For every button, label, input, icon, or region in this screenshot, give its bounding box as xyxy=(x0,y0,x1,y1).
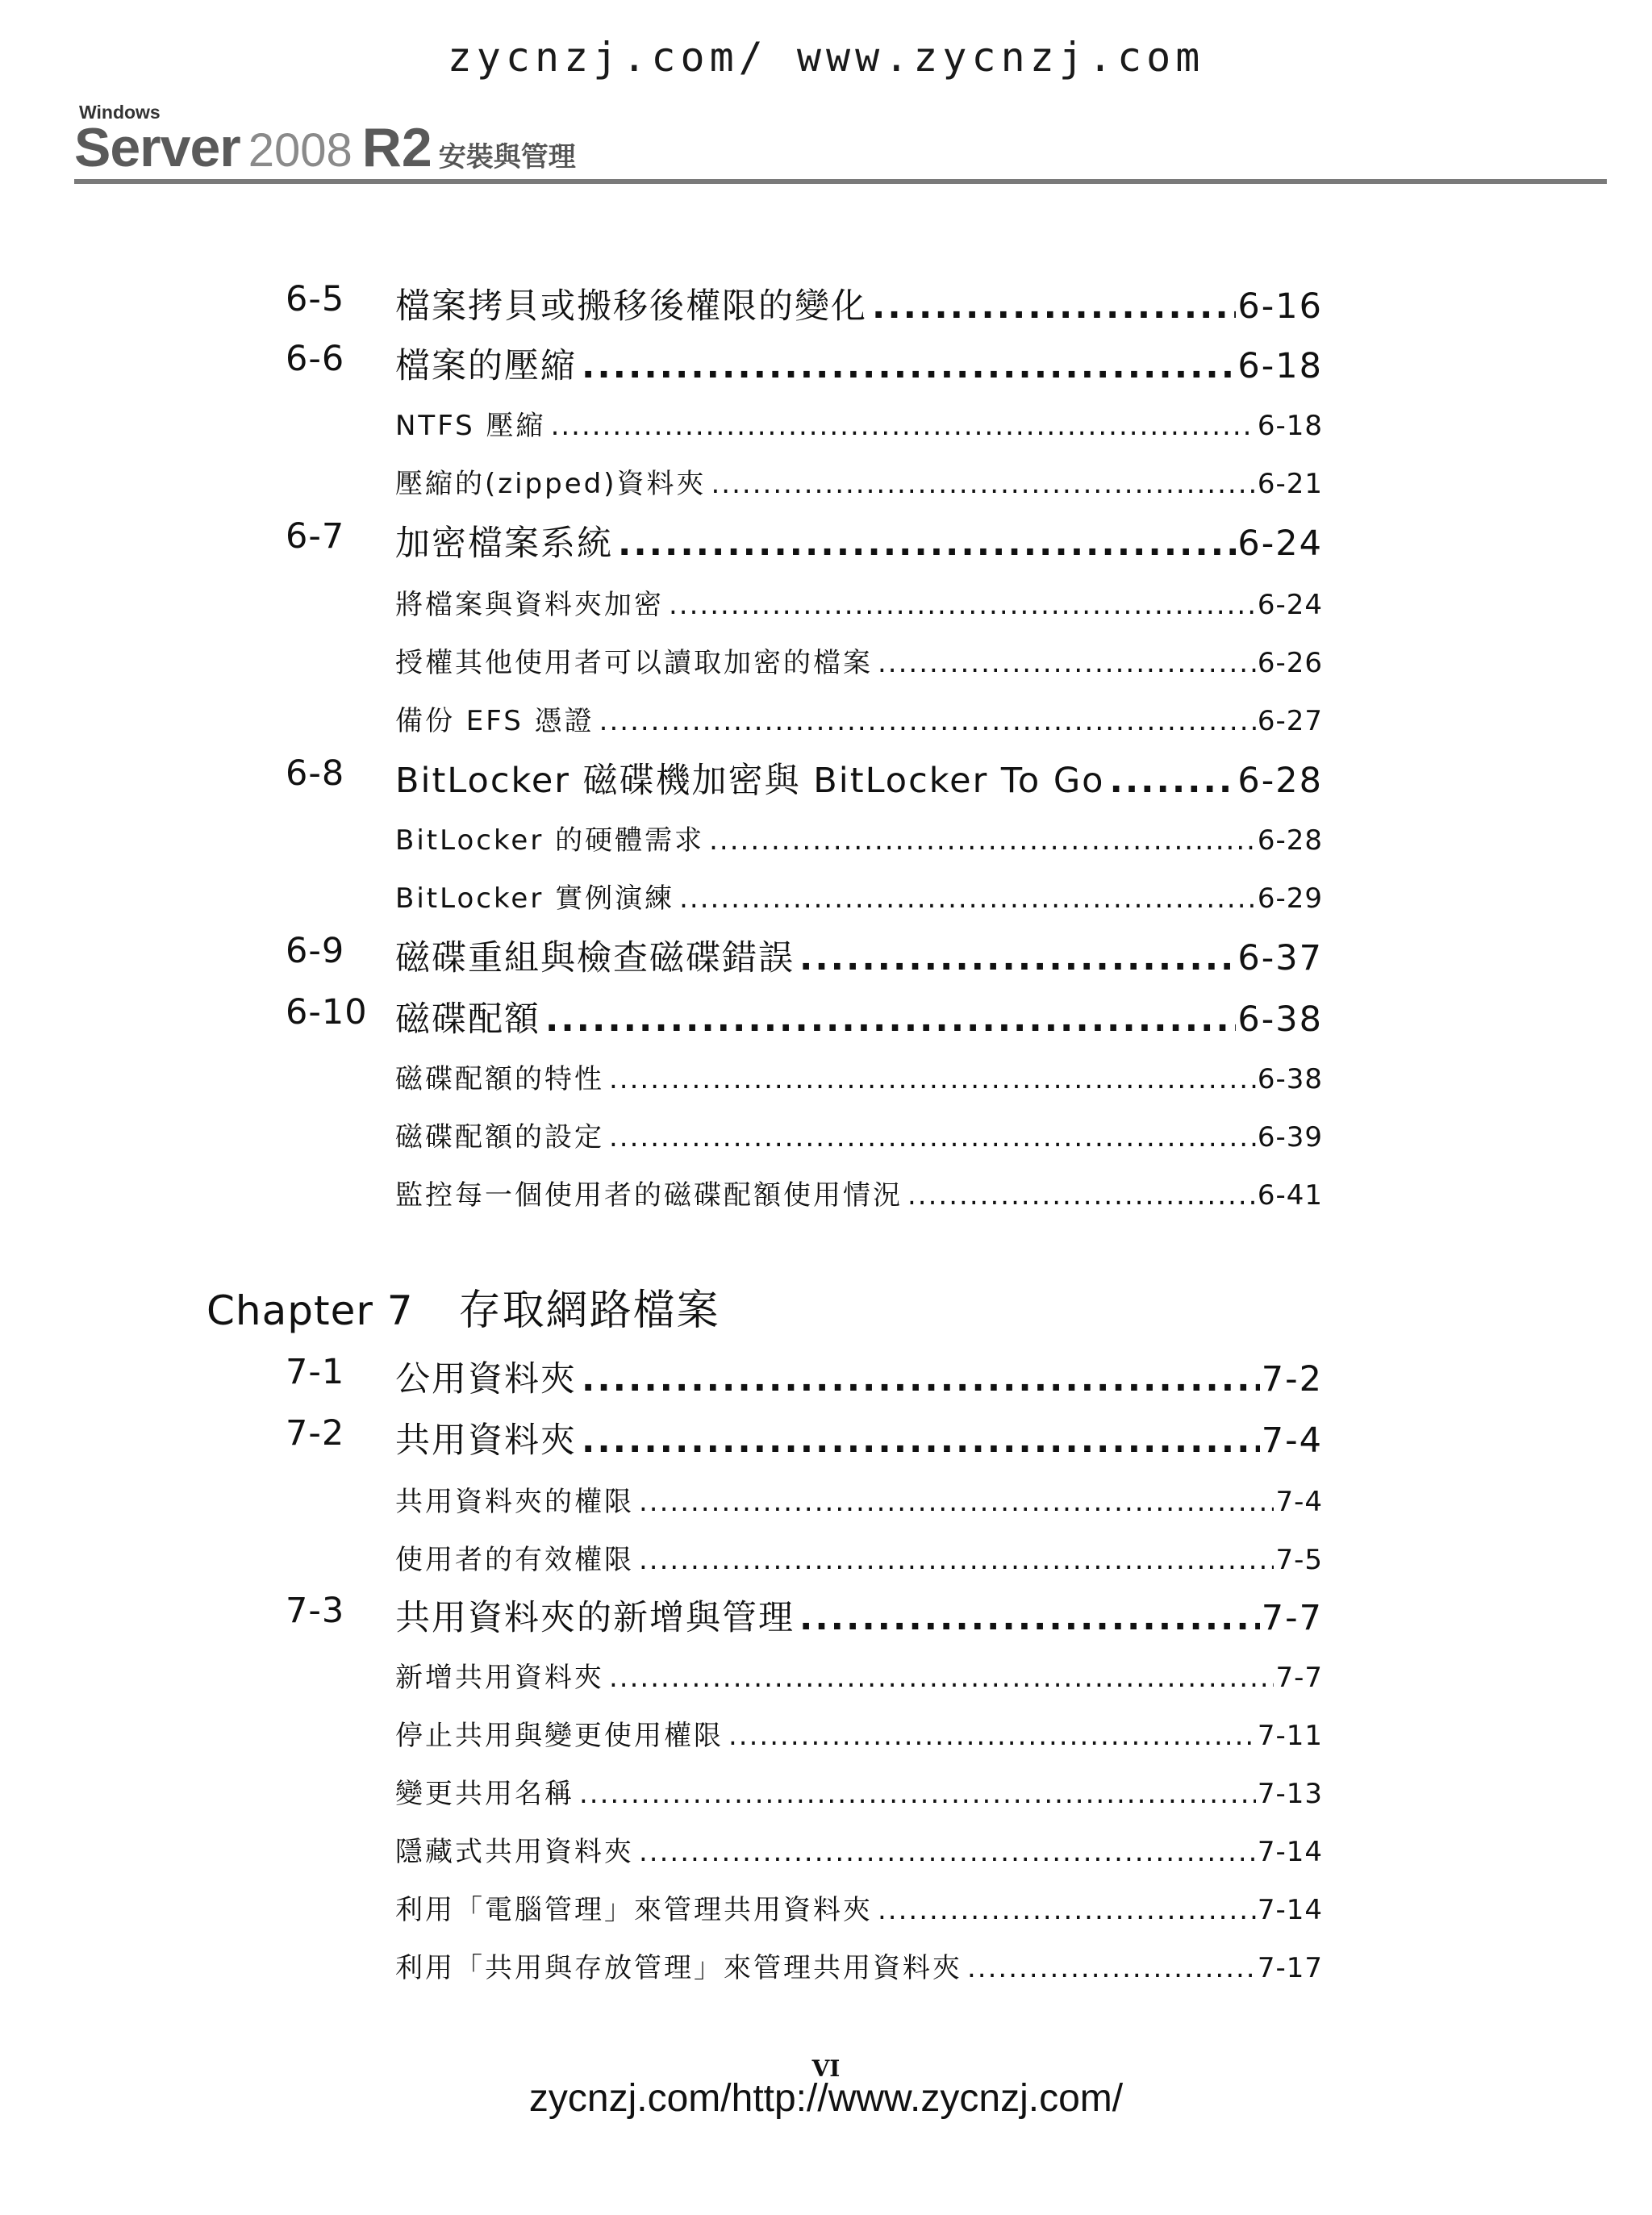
toc-page: 6-24 xyxy=(1257,589,1323,621)
toc-page: 6-38 xyxy=(1257,1063,1323,1095)
toc-leader xyxy=(878,647,1256,679)
toc-title: 磁碟配額的特性 xyxy=(395,1063,604,1095)
toc-page: 7-7 xyxy=(1275,1662,1323,1694)
header-rule xyxy=(74,179,1607,184)
toc-title: 新增共用資料夾 xyxy=(395,1662,604,1694)
toc-subsection[interactable] xyxy=(0,694,1652,742)
toc-leader xyxy=(582,1359,1260,1399)
toc-section-6-7[interactable] xyxy=(0,516,1652,565)
toc-title: 磁碟配額 xyxy=(395,999,540,1040)
toc-section-7-1[interactable] xyxy=(0,1352,1652,1400)
toc-page: 6-28 xyxy=(1257,824,1323,857)
toc-title: 加密檔案系統 xyxy=(395,524,613,564)
toc-page: 6-27 xyxy=(1257,705,1323,737)
toc-leader xyxy=(582,1420,1260,1461)
toc-title: BitLocker 的硬體需求 xyxy=(395,824,705,857)
toc-leader xyxy=(639,1836,1256,1868)
toc-title: 利用「電腦管理」來管理共用資料夾 xyxy=(395,1894,873,1926)
toc-subsection[interactable] xyxy=(0,1475,1652,1523)
toc-subsection[interactable] xyxy=(0,1767,1652,1815)
toc-subsection[interactable] xyxy=(0,1708,1652,1757)
toc-number: 6-9 xyxy=(286,931,345,971)
toc-page: 6-28 xyxy=(1237,761,1323,801)
toc-section-6-9[interactable] xyxy=(0,931,1652,979)
toc-page: 7-5 xyxy=(1275,1544,1323,1576)
chapter-title: 存取網路檔案 xyxy=(458,1287,720,1335)
toc-leader xyxy=(599,705,1256,737)
chapter-heading[interactable] xyxy=(206,1276,720,1337)
toc-section-6-10[interactable] xyxy=(0,992,1652,1041)
toc-title: BitLocker 磁碟機加密與 BitLocker To Go xyxy=(395,761,1105,801)
toc-number: 6-8 xyxy=(286,753,345,794)
toc-page: 6-37 xyxy=(1237,938,1323,978)
toc-subsection[interactable] xyxy=(0,457,1652,505)
toc-title: 檔案拷貝或搬移後權限的變化 xyxy=(395,286,867,327)
toc-section-6-6[interactable] xyxy=(0,339,1652,387)
toc-title: 利用「共用與存放管理」來管理共用資料夾 xyxy=(395,1952,962,1984)
toc-title: 將檔案與資料夾加密 xyxy=(395,589,664,621)
toc-number: 7-2 xyxy=(286,1413,345,1454)
toc-page: 6-41 xyxy=(1257,1179,1323,1212)
chapter-label: Chapter 7 xyxy=(206,1287,414,1334)
brand-r2: R2 xyxy=(361,117,432,178)
toc-subsection[interactable] xyxy=(0,1168,1652,1216)
toc-subsection[interactable] xyxy=(0,813,1652,861)
toc-title: 磁碟重組與檢查磁碟錯誤 xyxy=(395,938,795,978)
toc-title: 共用資料夾的新增與管理 xyxy=(395,1598,795,1638)
toc-page: 7-4 xyxy=(1261,1420,1323,1461)
toc-page: 6-18 xyxy=(1257,410,1323,442)
toc-title: 公用資料夾 xyxy=(395,1359,577,1399)
toc-subsection[interactable] xyxy=(0,1110,1652,1158)
page-number: VI xyxy=(811,2055,841,2082)
toc-leader xyxy=(967,1952,1256,1984)
toc-section-7-2[interactable] xyxy=(0,1413,1652,1462)
toc-subsection[interactable] xyxy=(0,636,1652,684)
toc-leader xyxy=(639,1486,1274,1518)
toc-leader xyxy=(878,1894,1256,1926)
toc-title: 使用者的有效權限 xyxy=(395,1544,634,1576)
toc-subsection[interactable] xyxy=(0,398,1652,447)
toc-number: 7-1 xyxy=(286,1352,345,1392)
toc-title: 備份 EFS 憑證 xyxy=(395,705,594,737)
toc-leader xyxy=(609,1063,1256,1095)
toc-page: 6-24 xyxy=(1237,524,1323,564)
toc-number: 6-7 xyxy=(286,516,345,557)
toc-page: 7-11 xyxy=(1257,1720,1323,1752)
toc-page: 6-21 xyxy=(1257,468,1323,500)
toc-title: 授權其他使用者可以讀取加密的檔案 xyxy=(395,647,873,679)
toc-title: 磁碟配額的設定 xyxy=(395,1121,604,1153)
book-header-logo xyxy=(74,102,1607,182)
toc-leader xyxy=(609,1121,1256,1153)
toc-title: 檔案的壓縮 xyxy=(395,346,577,386)
brand-year: 2008 xyxy=(248,124,353,177)
toc-page: 7-17 xyxy=(1257,1952,1323,1984)
toc-leader xyxy=(618,524,1236,564)
toc-leader xyxy=(711,468,1256,500)
toc-page: 6-26 xyxy=(1257,647,1323,679)
toc-page: 6-39 xyxy=(1257,1121,1323,1153)
toc-leader xyxy=(907,1179,1256,1212)
toc-title: 隱藏式共用資料夾 xyxy=(395,1836,634,1868)
toc-subsection[interactable] xyxy=(0,1650,1652,1699)
toc-leader xyxy=(545,999,1236,1040)
toc-leader xyxy=(709,824,1256,857)
toc-subsection[interactable] xyxy=(0,871,1652,920)
toc-page: 7-14 xyxy=(1257,1894,1323,1926)
toc-number: 6-6 xyxy=(286,339,345,379)
toc-page: 7-4 xyxy=(1275,1486,1323,1518)
toc-page: 7-13 xyxy=(1257,1778,1323,1810)
toc-leader xyxy=(1110,761,1237,801)
toc-subsection[interactable] xyxy=(0,1533,1652,1581)
toc-title: 變更共用名稱 xyxy=(395,1778,574,1810)
toc-leader xyxy=(669,589,1256,621)
toc-subsection[interactable] xyxy=(0,1941,1652,1989)
toc-leader xyxy=(679,882,1256,915)
brand-subtitle: 安裝與管理 xyxy=(438,142,576,173)
toc-title: 監控每一個使用者的磁碟配額使用情況 xyxy=(395,1179,903,1212)
toc-title: BitLocker 實例演練 xyxy=(395,882,675,915)
toc-subsection[interactable] xyxy=(0,578,1652,626)
toc-page: 6-16 xyxy=(1237,286,1323,327)
bottom-watermark: zycnzj.com/http://www.zycnzj.com/ xyxy=(528,2077,1124,2120)
brand-server: Server xyxy=(74,117,240,178)
toc-page: 7-7 xyxy=(1261,1598,1323,1638)
toc-number: 6-10 xyxy=(286,992,368,1032)
toc-section-6-5[interactable] xyxy=(0,279,1652,327)
toc-title: 壓縮的(zipped)資料夾 xyxy=(395,468,707,500)
toc-page: 7-2 xyxy=(1261,1359,1323,1399)
toc-leader xyxy=(551,410,1256,442)
top-watermark: zycnzj.com/ www.zycnzj.com xyxy=(447,34,1205,81)
toc-title: 共用資料夾 xyxy=(395,1420,577,1461)
toc-page: 6-38 xyxy=(1237,999,1323,1040)
toc-leader xyxy=(799,1598,1260,1638)
toc-page: 6-18 xyxy=(1237,346,1323,386)
brand-title xyxy=(74,116,576,179)
toc-leader xyxy=(728,1720,1256,1752)
toc-leader xyxy=(872,286,1236,327)
toc-section-7-3[interactable] xyxy=(0,1591,1652,1639)
toc-number: 6-5 xyxy=(286,279,345,319)
toc-subsection[interactable] xyxy=(0,1052,1652,1100)
toc-title: 停止共用與變更使用權限 xyxy=(395,1720,724,1752)
toc-section-6-8[interactable] xyxy=(0,753,1652,802)
toc-page: 7-14 xyxy=(1257,1836,1323,1868)
toc-title: NTFS 壓縮 xyxy=(395,410,546,442)
toc-leader xyxy=(639,1544,1274,1576)
toc-title: 共用資料夾的權限 xyxy=(395,1486,634,1518)
toc-leader xyxy=(609,1662,1274,1694)
toc-subsection[interactable] xyxy=(0,1825,1652,1873)
toc-leader xyxy=(582,346,1236,386)
toc-leader xyxy=(799,938,1236,978)
toc-subsection[interactable] xyxy=(0,1883,1652,1931)
toc-page: 6-29 xyxy=(1257,882,1323,915)
brand-windows: Windows xyxy=(79,102,161,123)
toc-number: 7-3 xyxy=(286,1591,345,1631)
toc-leader xyxy=(579,1778,1256,1810)
